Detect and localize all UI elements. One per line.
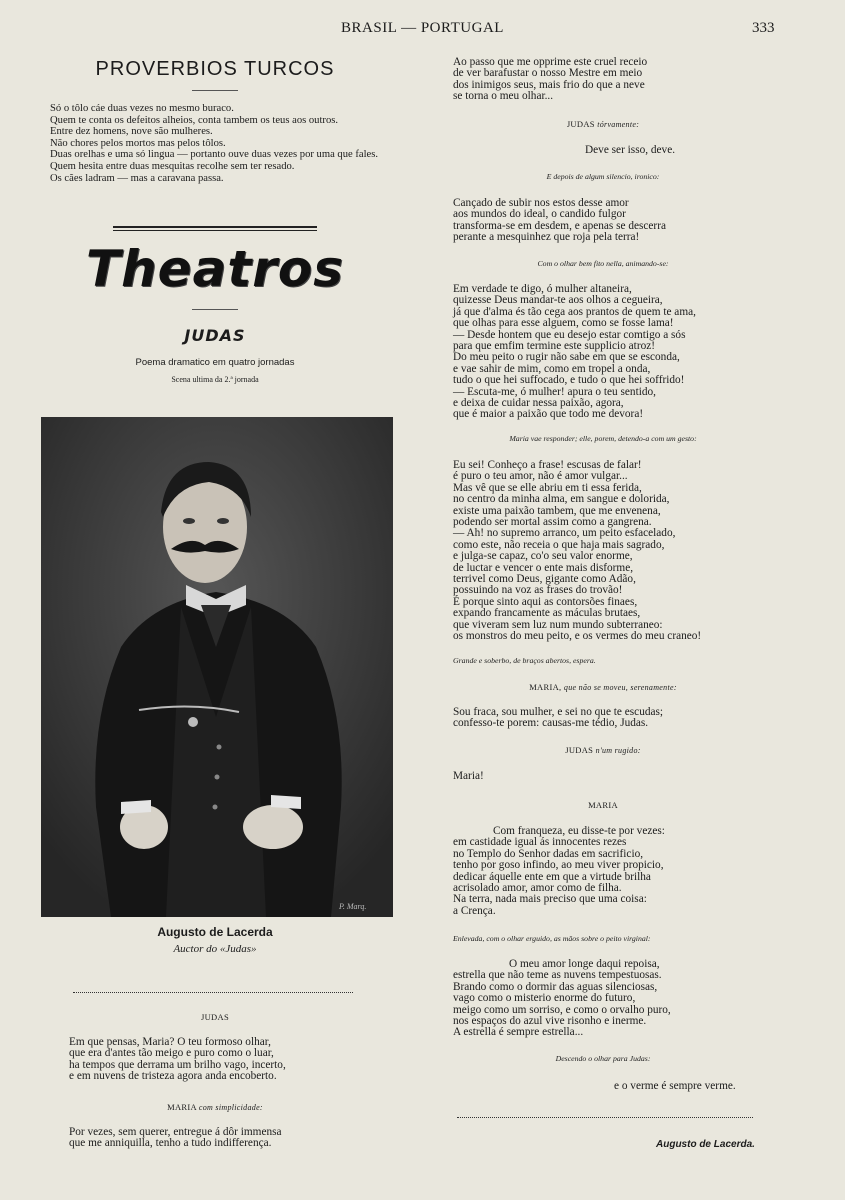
proverbs-title: PROVERBIOS TURCOS: [95, 58, 335, 80]
stage-direction: Descendo o olhar para Judas:: [555, 1054, 651, 1063]
verse-block: [453, 707, 753, 730]
verse-line: — Ah! no supremo arranco, um peito esfacelado,: [453, 527, 676, 540]
verse-block: [453, 198, 753, 244]
photo-caption-sub: Auctor do «Judas»: [173, 943, 257, 955]
verse-line: Em verdade te digo, ó mulher altaneira,: [453, 283, 632, 295]
speaker-name: MARIA: [167, 1102, 197, 1112]
speaker-maria: [453, 682, 753, 692]
author-signature: Augusto de Lacerda.: [656, 1139, 755, 1150]
verse-line: nos espaços do azul vive risonho e inerme.: [453, 1015, 647, 1028]
verse-block: [453, 959, 753, 1039]
verse-block: [69, 1037, 389, 1083]
speaker-judas: [453, 119, 753, 129]
verse-line: Cançado de subir nos estos desse amor: [453, 197, 629, 209]
verse-line: e julga-se capaz, co'o seu valor enorme,: [453, 550, 633, 563]
scene-label: Scena ultima da 2.ª jornada: [171, 375, 259, 384]
verse-line: os monstros do meu peito, e os vermes do meu craneo!: [453, 630, 702, 643]
speaker-maria: [40, 1102, 390, 1112]
dotted-separator: [73, 992, 353, 993]
verse-line: como este, não receia o que haja mais sagrado,: [453, 538, 665, 551]
verse-line: Do meu peito o rugir não sabe em que se esconda,: [453, 351, 680, 364]
verse-line: e em nuvens de tristeza agora anda encoberto.: [69, 1070, 277, 1083]
verse-line: para que emfim termine este supplicio atroz!: [453, 340, 656, 353]
verse-line: e vae sahir de mim, como em tropel a onda,: [453, 362, 651, 375]
stage-direction: Com o olhar bem fito nella, animando-se:: [537, 259, 669, 268]
stage-direction: que não se moveu, serenamente:: [563, 683, 677, 692]
proverb-item: Só o tôlo cáe duas vezes no mesmo buraco.: [50, 103, 234, 114]
verse-line: Em que pensas, Maria? O teu formoso olhar,: [69, 1036, 271, 1048]
speaker-name: JUDAS: [566, 119, 595, 129]
verse-line: vago como o misterio enorme do futuro,: [453, 992, 636, 1005]
portrait-illustration: [41, 417, 393, 917]
proverb-item: Os cães ladram — mas a caravana passa.: [50, 172, 224, 184]
verse-line: dedicar áquelle ente em que a virtude brilha: [453, 870, 651, 883]
verse-line: ha tempos que derrama um brilho vago, incerto,: [69, 1058, 286, 1071]
verse-line: Por vezes, sem querer, entregue á dôr immensa: [69, 1126, 282, 1138]
verse-line: Brando como o dormir das aguas silenciosas,: [453, 980, 658, 993]
verse-line: a Crença.: [453, 904, 496, 917]
verse-block: [453, 826, 753, 917]
proverb-item: Quem te conta os defeitos alheios, conta tambem os teus aos outros.: [50, 114, 339, 126]
verse-line: acrisolado amor, amor como de filha.: [453, 882, 622, 895]
section-title: Theatros: [85, 240, 345, 298]
verse-line: no centro da minha alma, em sangue e dolorida,: [453, 493, 670, 506]
section-divider: [113, 226, 317, 231]
verse-line: confesso-te porem: causas-me tédio, Judas.: [453, 717, 649, 730]
verse-block: [453, 57, 753, 103]
speaker-judas: [453, 745, 753, 755]
stage-direction: n'um rugido:: [595, 746, 641, 755]
stage-direction: com simplicidade:: [198, 1103, 263, 1112]
stage-direction: E depois de algum silencio, ironico:: [546, 172, 660, 181]
verse-line: que me anniquilla, tenho a tudo indifferença.: [69, 1137, 272, 1150]
verse-line: terrivel como Deus, gigante como Adão,: [453, 573, 636, 586]
work-title: JUDAS: [184, 326, 246, 345]
running-header: BRASIL — PORTUGAL: [341, 20, 504, 36]
page-number: 333: [752, 20, 775, 36]
verse-line: Na terra, nada mais preciso que uma coisa:: [453, 893, 647, 906]
verse-line: — Desde hontem que eu desejo estar comtigo a sós: [453, 328, 686, 341]
verse-line: perante a mesquinhez que roja pela terra!: [453, 231, 640, 244]
verse-line: Deve ser isso, deve.: [585, 144, 676, 156]
proverb-item: Não chores pelos mortos mas pelos tôlos.: [50, 137, 226, 149]
verse-block: [453, 284, 753, 421]
verse-line: meigo como um sorriso, e como o orvalho puro,: [453, 1003, 671, 1016]
verse-line: Mas vê que se elle abriu em ti essa ferida,: [453, 481, 642, 494]
verse-line: existe uma paixão tambem, que me envenena,: [453, 504, 661, 517]
verse-line: tenho por goso infindo, ao meu viver propicio,: [453, 859, 664, 872]
stage-direction: Grande e soberbo, de braços abertos, espera.: [453, 656, 596, 665]
proverb-item: Duas orelhas e uma só lingua — portanto ouve duas vezes por uma que fales.: [50, 149, 379, 161]
verse-line: — Escuta-me, ó mulher! apura o teu sentido,: [453, 385, 656, 398]
verse-line: Eu sei! Conheço a frase! escusas de falar!: [453, 459, 642, 471]
verse-line: no Templo do Senhor dadas em sacrificio,: [453, 847, 644, 860]
stage-direction: tórvamente:: [597, 120, 640, 129]
dotted-separator: [457, 1117, 753, 1118]
proverb-item: Entre dez homens, nove são mulheres.: [50, 126, 213, 138]
verse-block: [453, 460, 753, 643]
speaker-name: JUDAS: [565, 745, 594, 755]
verse-line: possuindo na voz as frases do trovão!: [453, 584, 623, 597]
verse-line: é puro o teu amor, não é amor vulgar...: [453, 470, 628, 483]
verse-line: em castidade igual ás innocentes rezes: [453, 836, 627, 849]
verse-line: e o verme é sempre verme.: [614, 1080, 736, 1092]
verse-line: de luctar e vencer o ente mais disforme,: [453, 561, 634, 574]
verse-line: Com franqueza, eu disse-te por vezes:: [493, 825, 665, 837]
verse-line: aos mundos do ideal, o candido fulgor: [453, 208, 626, 221]
verse-line: estrella que não teme as nuvens tempestuosas.: [453, 969, 662, 982]
verse-line: já que d'alma és tão cega aos prantos de quem te ama,: [453, 305, 696, 318]
stage-direction: Enlevada, com o olhar erguido, as mãos sobre o peito virginal:: [453, 934, 651, 943]
speaker-judas: JUDAS: [201, 1012, 229, 1022]
photo-caption-name: Augusto de Lacerda: [157, 925, 273, 939]
verse-line: que é maior a paixão que todo me devora!: [453, 408, 644, 421]
proverbs-list: [34, 103, 398, 184]
verse-line: que viveram sem luz num mundo subterraneo:: [453, 618, 663, 631]
verse-line: A estrella é sempre estrella...: [453, 1026, 584, 1039]
verse-line: de ver barafustar o nosso Mestre em meio: [453, 67, 643, 80]
stage-direction: Maria vae responder; elle, porem, detendo-a com um gesto:: [509, 434, 697, 443]
verse-line: e deixa de cuidar nessa paixão, agora,: [453, 397, 624, 410]
work-subtitle: Poema dramatico em quatro jornadas: [135, 357, 295, 368]
verse-line: que olhas para esse alguem, como se fosse lama!: [453, 317, 674, 330]
verse-line: podendo ser mortal assim como a gangrena.: [453, 516, 652, 529]
divider: [192, 309, 238, 310]
speaker-name: MARIA,: [529, 682, 562, 692]
verse-line: Ao passo que me opprime este cruel receio: [453, 56, 648, 68]
verse-line: É porque sinto aqui as contorsões finaes,: [453, 595, 638, 608]
verse-line: que era d'antes tão meigo e puro como o luar,: [69, 1047, 274, 1060]
proverb-item: Quem hesita entre duas mesquitas recolhe sem ter resado.: [50, 160, 295, 172]
verse-block: [69, 1127, 389, 1150]
verse-line: Sou fraca, sou mulher, e sei no que te escudas;: [453, 706, 664, 718]
verse-line: expando francamente as máculas brutaes,: [453, 607, 641, 620]
verse-line: se torna o meu olhar...: [453, 90, 554, 103]
speaker-maria: MARIA: [588, 800, 618, 810]
verse-line: Maria!: [453, 770, 484, 782]
verse-line: dos inimigos seus, mais frio do que a neve: [453, 78, 645, 91]
verse-line: quizesse Deus mandar-te aos olhos a cegueira,: [453, 294, 663, 307]
verse-line: transforma-se em desdem, e apenas se descerra: [453, 219, 666, 232]
photographer-signature: P. Marq.: [339, 902, 367, 911]
verse-line: O meu amor longe daqui repoisa,: [509, 958, 660, 970]
divider: [192, 90, 238, 91]
author-portrait: [41, 417, 393, 917]
verse-line: tudo o que hei suffocado, e tudo o que hei soffrido!: [453, 374, 685, 387]
